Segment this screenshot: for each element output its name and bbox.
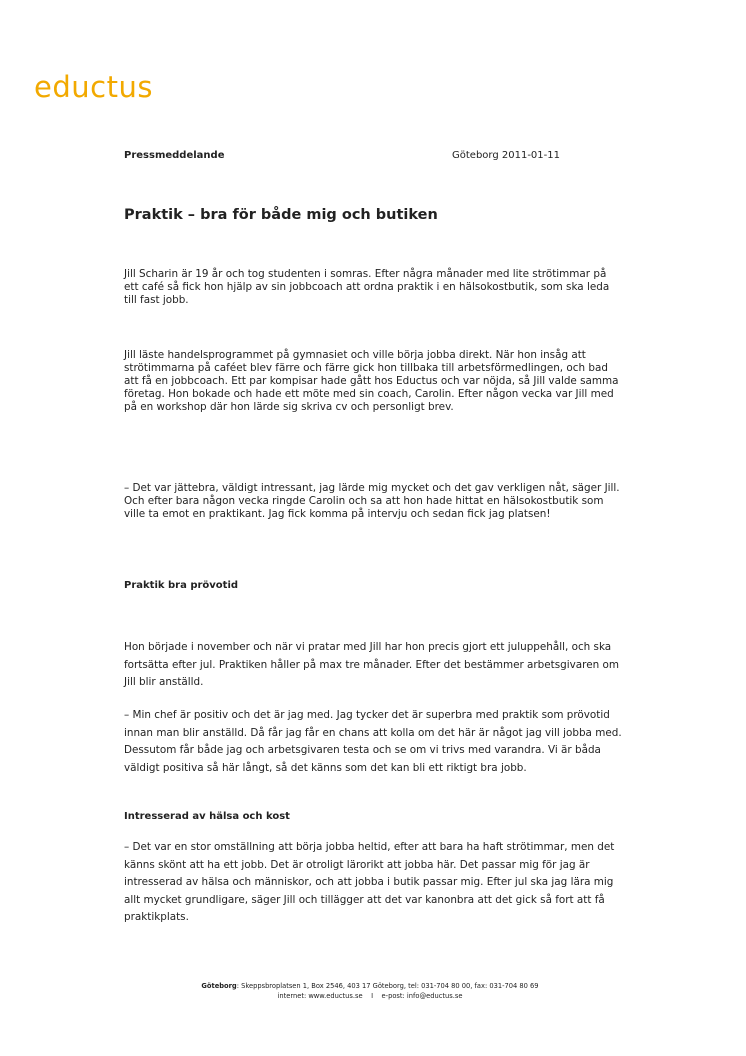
paragraph-intro: Jill Scharin är 19 år och tog studenten i somras. Efter några månader med lite strötimmar på ett café så fick hon hjälp av sin jobbcoach att ordna praktik i en hälsokostbutik, som ska leda till fast jobb. — [124, 268, 610, 306]
paragraph-quote-3: – Det var en stor omställning att börja jobba heltid, efter att bara ha haft strötimmar, men det känns skönt att ha ett jobb. Det är otroligt lärorikt att jobba här. Det passar mig för jag är intresserad av hälsa och människor, och att jobba i butik passar mig. Efter jul ska jag lära mig allt mycket grundligare, säger Jill och tillägger att det var kanonbra att det gick så fort att få praktikplats. — [124, 841, 615, 923]
page-footer — [120, 982, 620, 1001]
release-date: Göteborg 2011-01-11 — [452, 150, 560, 161]
subheading-health-interest: Intresserad av hälsa och kost — [124, 811, 290, 822]
paragraph-quote-1: – Det var jättebra, väldigt intressant, jag lärde mig mycket och det gav verkligen nåt, säger Jill. Och efter bara någon vecka ringde Carolin och sa att hon hade hittat en hälsokostbutik som ville ta emot en praktikant. Jag fick komma på intervju och sedan fick jag platsen! — [124, 482, 620, 520]
subheading-trial-period: Praktik bra prövotid — [124, 580, 239, 591]
paragraph-quote-2: – Min chef är positiv och det är jag med. Jag tycker det är superbra med praktik som prövotid innan man blir anställd. Då får jag får en chans att kolla om det här är något jag vill jobba med. Dessutom får både jag och arbetsgivaren testa och se om vi trivs med varandra. Vi är båda väldigt positiva så här långt, så det känns som det kan bli ett riktigt bra jobb. — [124, 709, 622, 774]
article-title: Praktik – bra för både mig och butiken — [124, 207, 438, 223]
paragraph-november: Hon började i november och när vi pratar med Jill har hon precis gjort ett juluppehåll, och ska fortsätta efter jul. Praktiken håller på max tre månader. Efter det bestämmer arbetsgivaren om Jill blir anställd. — [124, 641, 619, 688]
eductus-logo: eductus — [34, 70, 153, 104]
footer-address: : Skeppsbroplatsen 1, Box 2546, 403 17 Göteborg, tel: 031-704 80 00, fax: 031-704 80 69 — [236, 982, 539, 990]
press-release-label: Pressmeddelande — [124, 150, 225, 161]
footer-city: Göteborg — [201, 982, 237, 990]
footer-contact: internet: www.eductus.se I e-post: info@eductus.se — [277, 991, 463, 1000]
paragraph-background: Jill läste handelsprogrammet på gymnasiet och ville börja jobba direkt. När hon insåg att strötimmarna på caféet blev färre och färre gick hon tillbaka till arbetsförmedlingen, och bad att få en jobbcoach. Ett par kompisar hade gått hos Eductus och var nöjda, så Jill valde samma företag. Hon bokade och hade ett möte med sin coach, Carolin. Efter någon vecka var Jill med på en workshop där hon lärde sig skriva cv och personligt brev. — [124, 349, 619, 413]
footer-address-line — [120, 982, 620, 992]
